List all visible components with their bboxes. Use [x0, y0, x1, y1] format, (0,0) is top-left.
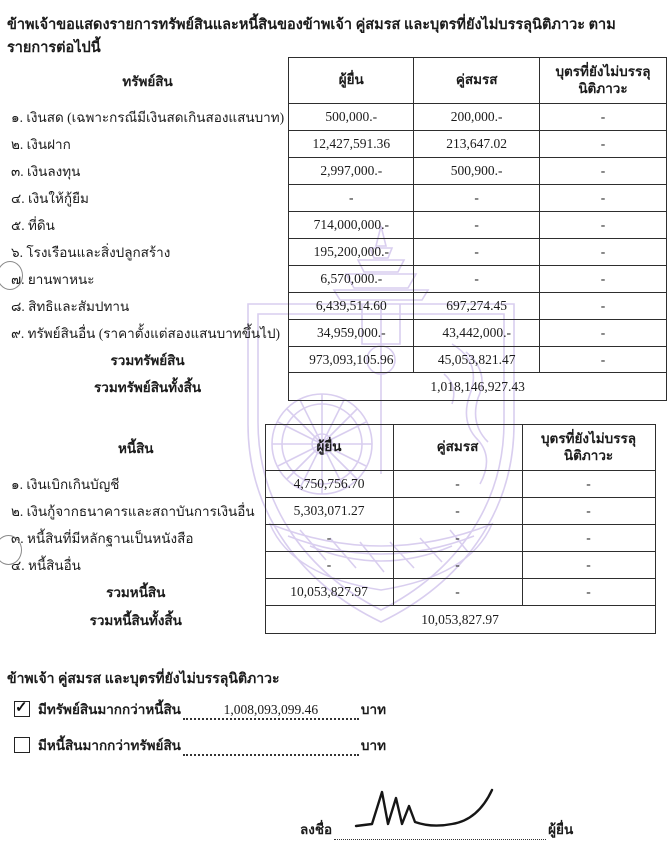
checkbox-assets-exceed-liabilities[interactable]	[14, 701, 30, 717]
liabilities-section-label: หนี้สิน	[117, 440, 154, 456]
table-row	[7, 293, 667, 320]
row-label: ๑. เงินเบิกเกินบัญชี	[11, 477, 120, 492]
signature-row	[300, 818, 573, 840]
cell-children: -	[539, 158, 666, 185]
cell-spouse: -	[414, 239, 540, 266]
cell-spouse: -	[414, 185, 540, 212]
row-label: ๙. ทรัพย์สินอื่น (ราคาตั้งแต่สองแสนบาทขึ้นไป)	[11, 326, 281, 341]
cell-spouse: 500,900.-	[414, 158, 540, 185]
cell-spouse: -	[393, 525, 522, 552]
cell-children: -	[522, 525, 655, 552]
liabilities-total-declarant: 10,053,827.97	[265, 579, 393, 606]
cell-children: -	[539, 185, 666, 212]
liabilities-grand-total-row	[7, 606, 655, 634]
children-header-line1: บุตรที่ยังไม่บรรลุ	[555, 63, 651, 79]
table-row	[7, 525, 655, 552]
children-header-line2: นิติภาวะ	[563, 447, 614, 463]
table-row	[7, 471, 655, 498]
signature-line	[334, 824, 546, 840]
assets-grand-total-row	[7, 373, 667, 401]
column-header-children	[522, 425, 655, 471]
children-header-line2: นิติภาวะ	[578, 80, 628, 96]
liabilities-table	[7, 424, 656, 634]
row-label: ๘. สิทธิและสัมปทาน	[11, 299, 130, 314]
cell-spouse: -	[414, 266, 540, 293]
cell-spouse: -	[393, 471, 522, 498]
cell-spouse: 200,000.-	[414, 104, 540, 131]
table-row	[7, 239, 667, 266]
cell-declarant: -	[289, 185, 414, 212]
option-assets-exceed-liabilities	[14, 698, 386, 720]
row-label: ๑. เงินสด (เฉพาะกรณีมีเงินสดเกินสองแสนบาท)	[11, 110, 285, 125]
liabilities-total-spouse: -	[393, 579, 522, 606]
cell-declarant: 714,000,000.-	[289, 212, 414, 239]
column-header-declarant: ผู้ยื่น	[289, 58, 414, 104]
cell-children: -	[522, 471, 655, 498]
row-label: ๓. หนี้สินที่มีหลักฐานเป็นหนังสือ	[11, 531, 194, 546]
table-row	[7, 552, 655, 579]
row-label: ๓. เงินลงทุน	[11, 164, 81, 179]
column-header-spouse: คู่สมรส	[414, 58, 540, 104]
assets-section-label: ทรัพย์สิน	[122, 73, 173, 89]
column-header-declarant: ผู้ยื่น	[265, 425, 393, 471]
signer-role-label: ผู้ยื่น	[548, 822, 574, 837]
children-header-line1: บุตรที่ยังไม่บรรลุ	[540, 430, 637, 446]
currency-unit: บาท	[360, 738, 386, 753]
cell-declarant: 5,303,071.27	[265, 498, 393, 525]
cell-declarant: 195,200,000.-	[289, 239, 414, 266]
liabilities-total-label: รวมหนี้สิน	[106, 585, 166, 600]
cell-spouse: -	[414, 212, 540, 239]
row-label: ๖. โรงเรือนและสิ่งปลูกสร้าง	[11, 245, 171, 260]
cell-children: -	[539, 293, 666, 320]
row-label: ๕. ที่ดิน	[11, 218, 55, 233]
table-row	[7, 158, 667, 185]
row-label: ๔. เงินให้กู้ยืม	[11, 191, 89, 206]
column-header-children	[539, 58, 666, 104]
cell-spouse: 213,647.02	[414, 131, 540, 158]
cell-children: -	[522, 498, 655, 525]
cell-declarant: 500,000.-	[289, 104, 414, 131]
assets-grand-total-value: 1,018,146,927.43	[289, 373, 667, 401]
cell-spouse: -	[393, 498, 522, 525]
cell-children: -	[539, 266, 666, 293]
table-row	[7, 320, 667, 347]
cell-declarant: 2,997,000.-	[289, 158, 414, 185]
page-title: ข้าพเจ้าขอแสดงรายการทรัพย์สินและหนี้สินของข้าพเจ้า คู่สมรส และบุตรที่ยังไม่บรรลุนิติภาวะ ตามรายการต่อไปนี้	[7, 17, 616, 56]
row-label: ๒. เงินฝาก	[11, 137, 71, 152]
option-label: มีหนี้สินมากกว่าทรัพย์สิน	[38, 738, 181, 753]
column-header-spouse: คู่สมรส	[393, 425, 522, 471]
cell-declarant: 4,750,756.70	[265, 471, 393, 498]
cell-children: -	[539, 320, 666, 347]
assets-total-spouse: 45,053,821.47	[414, 347, 540, 373]
cell-children: -	[539, 212, 666, 239]
cell-declarant: 6,439,514.60	[289, 293, 414, 320]
cell-declarant: -	[265, 525, 393, 552]
cell-children: -	[539, 131, 666, 158]
liabilities-total-children: -	[522, 579, 655, 606]
table-row	[7, 212, 667, 239]
checkbox-liabilities-exceed-assets[interactable]	[14, 737, 30, 753]
cell-children: -	[522, 552, 655, 579]
cell-spouse: 697,274.45	[414, 293, 540, 320]
assets-table	[7, 57, 667, 401]
amount-value: 1,008,093,099.46	[223, 702, 319, 718]
cell-children: -	[539, 239, 666, 266]
assets-grand-total-label: รวมทรัพย์สินทั้งสิ้น	[94, 379, 202, 395]
assets-total-label: รวมทรัพย์สิน	[110, 352, 185, 368]
table-row	[7, 185, 667, 212]
cell-declarant: 6,570,000.-	[289, 266, 414, 293]
cell-declarant: 12,427,591.36	[289, 131, 414, 158]
table-row	[7, 104, 667, 131]
cell-children: -	[539, 104, 666, 131]
row-label: ๔. หนี้สินอื่น	[11, 558, 81, 573]
cell-spouse: 43,442,000.-	[414, 320, 540, 347]
cell-declarant: 34,959,000.-	[289, 320, 414, 347]
cell-declarant: -	[265, 552, 393, 579]
amount-field	[183, 754, 359, 756]
option-label: มีทรัพย์สินมากกว่าหนี้สิน	[38, 702, 181, 717]
table-row	[7, 498, 655, 525]
row-label: ๒. เงินกู้จากธนาคารและสถาบันการเงินอื่น	[11, 504, 255, 519]
declaration-intro: ข้าพเจ้า คู่สมรส และบุตรที่ยังไม่บรรลุนิติภาวะ	[7, 672, 280, 687]
check-icon: ✓	[15, 700, 28, 716]
liabilities-total-row	[7, 579, 655, 606]
row-label: ๗. ยานพาหนะ	[11, 272, 95, 287]
currency-unit: บาท	[360, 702, 386, 717]
option-liabilities-exceed-assets	[14, 734, 386, 756]
assets-total-children: -	[539, 347, 666, 373]
table-row	[7, 131, 667, 158]
table-row	[7, 266, 667, 293]
signature-label: ลงชื่อ	[300, 822, 333, 837]
assets-total-declarant: 973,093,105.96	[289, 347, 414, 373]
cell-spouse: -	[393, 552, 522, 579]
amount-field	[183, 703, 359, 720]
assets-total-row	[7, 347, 667, 373]
liabilities-grand-total-value: 10,053,827.97	[265, 606, 655, 634]
liabilities-grand-total-label: รวมหนี้สินทั้งสิ้น	[89, 612, 182, 628]
